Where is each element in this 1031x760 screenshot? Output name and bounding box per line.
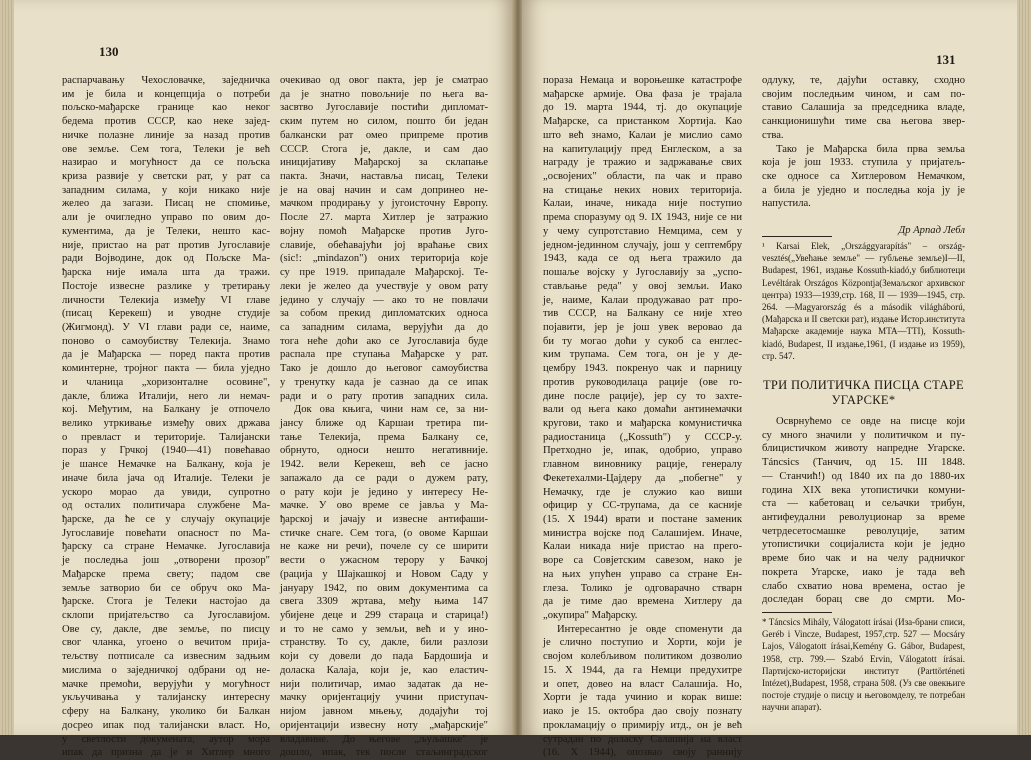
text-line: у светлости докумената, аутор мора [62, 733, 270, 745]
text-line: да је знатно повољније по њега ва- [280, 88, 488, 100]
text-line: на капитулацију пред Енглеском, а за [543, 143, 742, 155]
author-signature: Др Арпад Лебл [898, 225, 965, 236]
text-line: — Szabó Ervin, Válogatott írásai. Партијско- [762, 653, 965, 676]
text-line: брани списи, Geréb і Vincze, Budapest, 1957, [762, 617, 965, 640]
text-line: дошло, ипак, тек после стаљинградског [280, 747, 488, 759]
text-line: да је тиме дао времена Хитлеру да [543, 596, 742, 608]
text-line: распарчавању Чехословачке, заједничка [62, 75, 270, 86]
text-line: ¹ Karsai Elek, „Országgyarapítás" – ország- [762, 241, 965, 251]
text-line: пораз у Грчкој (1940—41) повећавао [62, 445, 270, 457]
text-line: Постоје извесне разлике у третирању [62, 280, 270, 292]
text-line: ради Војводине, док од Пољске Ма- [62, 253, 270, 265]
text-line: ким трупама. Сем тога, он је у де- [543, 349, 742, 361]
text-line: ске односе са Хитлеровом Немачком, [762, 171, 965, 183]
text-line: на стицање неких нових територија. [543, 184, 742, 196]
text-line: једино у случају — ако то не повлачи [280, 294, 488, 306]
text-line: Фекетехалми-Цајдеру да „побегне" у [543, 472, 742, 484]
text-line: стичке снаге. Сем тога, (о овоме Каршаи [280, 527, 488, 539]
text-line: је, наиме, Калаи продужавао рат про- [543, 294, 742, 306]
text-line: бедема против СССР, као неке зајед- [62, 116, 270, 128]
text-line: странству. То су, дакле, били разлози [280, 637, 488, 649]
left-column-2 [280, 74, 488, 760]
text-line: према споразуму од 9. IX 1943, није се ни [543, 212, 742, 224]
text-line: од осталих политичара службене Ма- [62, 500, 270, 512]
text-line: кументима, да је Телеки, нешто кас- [62, 225, 270, 237]
text-line: награду је тражио и задржавање свих [543, 157, 742, 169]
text-line: мачку оријентацију учини приступач- [280, 692, 488, 704]
text-line: запажало да се ради о дужем рату, [280, 472, 488, 484]
text-line: утопистички социјалиста који је једно [762, 539, 965, 551]
text-line: је шансе Немачке на Балкану, која је [62, 459, 270, 471]
text-line: Тако је Мађарска била прва земља [776, 143, 965, 155]
text-line: није, пристао на рат против Југославије [62, 239, 270, 251]
text-line: воре са Совјетским савезом, нако је [543, 555, 742, 567]
text-line: Budapest, 1958, страна 508. (Уз све ове [791, 678, 942, 689]
text-line: против руководилаца рације (ове го- [543, 376, 742, 388]
text-line: слабо схватио нова времена, остао је [762, 580, 965, 592]
text-line: Калаи, иначе, никада није поступио [543, 198, 742, 210]
text-line: и опет, довео на власт Салашија. Но, [543, 678, 742, 690]
text-line: (15. X 1944) врати и постане заменик [543, 514, 742, 525]
text-line: Ове су, дакле, две земље, по писцу [62, 623, 270, 635]
text-line: глеза. Толико је одговарачно стварн [543, 582, 742, 594]
text-line: радиостаница („Kossuth") у СССР-у. [543, 431, 742, 443]
text-line: цембру 1943. покренуо чак и парницу [543, 363, 742, 375]
text-line: делу, те потребан научни апарат). [762, 690, 966, 713]
text-line: вали од њега како домаћи антинемачки [543, 404, 742, 416]
text-line: јансу ближе од Каршаи третира пи- [280, 417, 488, 429]
text-line: покрета Угарске, иако је тада већ [762, 566, 965, 578]
text-line: укључивања у талијанску интересну [62, 692, 270, 704]
text-line: (рација у Шајкашкој и Новом Саду у [280, 568, 488, 580]
text-line: блицистичком животу напредне Угарске. [762, 443, 965, 455]
footnote-1 [762, 240, 965, 362]
text-line: славије, обећавајући јој враћање свих [280, 239, 488, 251]
left-column-1 [62, 74, 270, 760]
text-line: ради и о рату против западних сила. [280, 390, 488, 402]
text-line: I—II, Budapest, 1961, издање Kossuth-kiadó, [762, 253, 965, 276]
text-line: Мађарске, са пристанком Хортија. Као [543, 116, 742, 128]
page-edges-left [0, 0, 14, 735]
text-line: пакта. Значи, наставља писац, Телеки [280, 171, 488, 183]
text-line: је последња још „отворени прозор" [62, 555, 270, 567]
text-line: оријентацији извесну ноту „мађарскије" [280, 719, 488, 731]
text-line: ускоро морао да увиди, супротно [62, 486, 270, 498]
footnote-rule-1 [762, 236, 832, 237]
text-line: vesztés(„Увећање земље" — губљење земље) [762, 253, 945, 264]
text-line: Kemény G. Gábor, Budapest, 1958, стр. 799. [762, 641, 965, 664]
text-line: (Жигмонд). У VI глави ради се, наиме, [62, 321, 270, 333]
text-line: вести о ужасном терору у Бачкој [280, 555, 488, 567]
right-page [522, 0, 1017, 759]
text-line: криза развије у светски рат, у рат са [62, 171, 270, 183]
text-line: једном-јединном случају, још у септембру [543, 239, 742, 251]
text-line: антифеудални револуционар за време [762, 512, 965, 524]
text-line: * Táncsics Mihály, Válogatott írásai (Иза- [762, 617, 916, 627]
text-line: ђарској и јачају и извесне антифаши- [280, 514, 488, 525]
text-line: Док ова књига, чини нам се, за ни- [294, 404, 488, 416]
text-line: нијом јавном мњењу, додајући тој [280, 706, 488, 718]
text-line: засвтво Југославије постићи дипломат- [280, 102, 488, 114]
text-line: на њих упућен управо са стране Ен- [543, 568, 742, 580]
text-line: распала пре ступања Мађарске у рат. [280, 349, 488, 361]
text-line: (Мађарска и II светски рат), издање Истор. [762, 314, 927, 325]
text-line: им је била и концепција о потреби [62, 88, 270, 100]
text-line: тељству потписале са извесним задњим [62, 651, 270, 663]
text-line: иако је 15. октобра дао своју познату [543, 706, 742, 718]
text-line: мачке премоћи, верујући у могућност [62, 678, 270, 690]
text-line: прокламацију о примирју итд., он је већ [543, 719, 742, 731]
text-line: и то не само у земљи, већ и у ино- [280, 623, 488, 635]
text-line: Претходно је, ипак, одобрио, управо [543, 445, 742, 457]
text-line: — Станчић!) од 1840 их па до 1880-их [762, 470, 965, 482]
text-line: стр. 168, II — 1939—1945, стр. 264. — [762, 289, 965, 313]
text-line: владавине. До његове „љуљашке" је [280, 733, 488, 745]
text-line: обрнуто, односи нешто негативније. [280, 445, 488, 457]
article-heading [762, 378, 965, 408]
text-line: велико утркивање између ових држава [62, 417, 270, 429]
text-line: Интересантно је овде споменути да [557, 623, 742, 635]
article-heading-line-1: ТРИ ПОЛИТИЧКА ПИСЦА СТАРЕ [763, 378, 964, 392]
text-line: очекивао од овог пакта, јер је сматрао [280, 75, 488, 86]
text-line: историјски институт (Parttörténeti Intézet), [762, 665, 965, 689]
text-line: (sic!: „mindazon") оних територија које [280, 253, 488, 265]
text-line: о рату који је једино у интересу Не- [280, 486, 488, 498]
text-line: Калаи никада није пристао на прего- [543, 541, 742, 553]
text-line: књиге постоје студије о писцу и његовом [762, 678, 965, 701]
text-line: 15. X 1944, да га Немци предухитре [543, 664, 742, 676]
right-column-1 [543, 74, 742, 760]
text-line: би ту могао доћи у сукоб са енглес- [543, 335, 742, 347]
text-line: ничке полазне линије за назад против [62, 129, 270, 141]
text-line: личности Телекија између VI главе [62, 294, 270, 306]
text-line: али је очигледно управо по овим до- [62, 212, 270, 224]
text-line: што већ знамо, Калаи је мислио само [543, 129, 742, 141]
text-line: (писац Керекеш) и уводне студије [62, 308, 270, 320]
text-line: о превласт и територије. Талијански [62, 431, 270, 443]
text-line: (Земаљског архивског центра) 1933—1939, [762, 277, 965, 300]
text-line: Táncsics (Танчич, од 15. III 1848. [762, 457, 965, 469]
text-line: која је још 1933. ступила у пријатељ- [762, 157, 965, 169]
text-line: министра војске под Салашијем. Иначе, [543, 527, 742, 539]
text-line: главном виновнику рације, генералу [543, 459, 742, 471]
text-line: пољско-мађарске границе као неког [62, 102, 270, 114]
text-line: „освојених" области, па чак и право [543, 171, 742, 183]
text-line: желео да загази. Писац не спомиње, [62, 198, 270, 210]
page-number-right: 131 [936, 52, 956, 67]
text-line: дине после рације), јер су то захте- [543, 390, 742, 402]
text-line: ским путем но силом, пошто би један [280, 116, 488, 128]
text-line: тање Телекија, према Балкану се, [280, 431, 488, 443]
text-line: и чланица „хоризонталне осовине", [62, 376, 270, 388]
text-line: 1943, када се од њега тражило да [543, 253, 742, 265]
text-line: стр. 527 — Mocsáry Lajos, Válogatott írásai, [762, 629, 965, 652]
text-line: доследан борац све до смрти. Мо- [762, 594, 965, 606]
page-number-left: 130 [99, 44, 119, 59]
text-line: официр у СС-трупама, да се касније [543, 500, 742, 512]
text-line: су много значили у политичком и пу- [762, 429, 965, 441]
text-line: је слично поступио и Хорти, који је [543, 637, 742, 649]
text-line: „окупира" Мађарску. [543, 610, 638, 622]
text-line: ђарске. Стога је Телеки настојао да [62, 596, 270, 608]
article-heading-line-2: УГАРСКЕ* [831, 393, 896, 407]
text-line: мачком продирању у југоисточну Европу. [280, 198, 488, 210]
text-line: у чему супротставио Немцима, сем у [543, 225, 742, 237]
text-line: коминтерне, тројног пакта — била уједно [62, 363, 270, 375]
text-line: четрдесетосмашке револуције, затим [762, 525, 965, 537]
text-line: је на овај начин и сам допринео не- [280, 184, 488, 196]
text-line: ства. [762, 129, 784, 141]
text-line: 1942. вели Керекеш, већ се јасно [280, 459, 488, 471]
text-line: Magyarország és a második világháború, [794, 302, 965, 313]
text-line: склопи пријатељство са Југославијом. [62, 610, 270, 622]
text-line: —TTI), Kossuth-kiadó, Budapest, II издање, [762, 326, 965, 349]
page-edges-right [1017, 0, 1031, 735]
text-line: земље затворио би се обруч око Ма- [62, 582, 270, 594]
text-line: санкционишући тиме сва његова звер- [762, 116, 965, 128]
text-line: свог чланка, угоено о вечитом прија- [62, 637, 270, 649]
text-line: Тако је дошло до његовог самоубиства [280, 363, 488, 375]
text-line: нији политичар, имао задатак да не- [280, 678, 488, 690]
text-line: одлуку, те, дајући оставку, сходно [762, 75, 965, 86]
text-line: СССР. Стога је, дакле, и сам дао [280, 143, 488, 155]
text-line: Мађарске према свету; падом све [62, 568, 270, 580]
text-line: време био чак и на челу радничког [762, 553, 965, 565]
text-line: ђарска није имала шта да тражи. [62, 267, 270, 279]
text-line: ставио Салашија за председника владе, [762, 102, 965, 114]
text-line: а била је уједно и последња која ју је [762, 184, 965, 196]
text-line: кругови, тако и мађарска комунистичка [543, 417, 742, 429]
text-line: доласка Калаја, који је, као еластич- [280, 664, 488, 676]
text-line: мачке. У ово време се јавља у Ма- [280, 500, 488, 512]
text-line: (16. X 1944), опозвао своју раннију [543, 747, 742, 759]
text-line: војну помоћ Мађарске против Југо- [280, 225, 488, 237]
text-line: који су довели до пада Бардошија и [280, 651, 488, 663]
text-line: јануару 1942, по овим документима са [280, 582, 488, 594]
text-line: иницијативу Мађарској за склапање [280, 157, 488, 169]
text-line: назирао и могућност да се пољска [62, 157, 270, 169]
text-line: да је Мађарска — поред пакта против [62, 349, 270, 361]
text-line: ђарску са стране Немачке. Југославија [62, 541, 270, 553]
text-line: балкански рат омео припреме против [280, 129, 488, 141]
text-line: стављање реда" у овој земљи. Иако [543, 280, 742, 292]
text-line: за собом прекид дипломатских односа [280, 308, 488, 320]
text-line: поново о самоубиству Телекија. Знамо [62, 335, 270, 347]
right-column-2-text [762, 74, 965, 211]
text-line: 1961, (I издање из 1959), стр. 547. [762, 338, 965, 361]
text-line: ста — кабетовац и сељачки трибун, [762, 498, 965, 510]
text-line: ђарске, да ће се у случају окупације [62, 514, 270, 525]
text-line: Немачку, где је служио као виши [543, 486, 742, 498]
text-line: ове земље. Сем тога, Телеки је већ [62, 143, 270, 155]
text-line: кој. Међутим, на Балкану је отпочело [62, 404, 270, 416]
text-line: са западним силама, верујући да до [280, 321, 488, 333]
footnote-rule-2 [762, 612, 832, 613]
text-line: убијене деце и 299 стараца и старица!) [280, 610, 488, 622]
text-line: у тренутку када је сазнао да се ипак [280, 376, 488, 388]
text-line: Југославије повећати опасност по Ма- [62, 527, 270, 539]
text-line: иначе била јача од Италије. Телеки је [62, 472, 270, 484]
text-line: година XIX века утопистички комуни- [762, 484, 965, 496]
right-column-2-article [762, 415, 965, 607]
text-line: западним силама, у који никако није [62, 184, 270, 196]
text-line: сферу на Балкану, уколико би Балкан [62, 706, 270, 718]
text-line: не каже ни речи), почеле су се ширити [280, 541, 488, 553]
text-line: досрео ипак под талијански власт. Но, [62, 719, 270, 731]
text-line: мислима о заједничкој одбрани од не- [62, 664, 270, 676]
text-line: института Мађарске академије наука MTA [762, 314, 965, 337]
text-line: својим последњим чином, и сам по- [762, 88, 965, 100]
text-line: После 27. марта Хитлер је затражио [280, 212, 488, 224]
text-line: својом колебљивом политиком дозволио [543, 651, 742, 663]
text-line: тив СССР, на Балкану се није хтео [543, 308, 742, 320]
text-line: леки је желео да учествује у овом рату [280, 280, 488, 292]
text-line: мађарске армије. Ова фаза је трајала [543, 88, 742, 100]
text-line: тога неће доћи ако се Југославија буде [280, 335, 488, 347]
footnote-2 [762, 616, 965, 714]
text-line: Осврнућемо се овде на писце који [776, 416, 965, 427]
text-line: ипак да призна да је и Хитлер много [62, 747, 270, 759]
left-page [14, 0, 514, 759]
text-line: пораза Немаца и вороњешке катастрофе [543, 75, 742, 86]
text-line: сутрадан по доласку Салашија на власт [543, 733, 742, 745]
text-line: до 19. марта 1944, тј. до окупације [543, 102, 742, 114]
text-line: напустила. [762, 198, 811, 210]
text-line: пошаље војску у Југославију за „успо- [543, 267, 742, 279]
text-line: су пре 1919. припадале Мађарској. Те- [280, 267, 488, 279]
text-line: у библиотеци Levéltárak Országos Központja [762, 265, 966, 288]
text-line: Хорти је тада учинио и корак више: [543, 692, 742, 704]
text-line: дакле, ближа Италији, него ли немач- [62, 390, 270, 402]
text-line: свега 3309 жртава, међу њима 147 [280, 596, 488, 608]
text-line: појавити, јер је још увек веровао да [543, 321, 742, 333]
